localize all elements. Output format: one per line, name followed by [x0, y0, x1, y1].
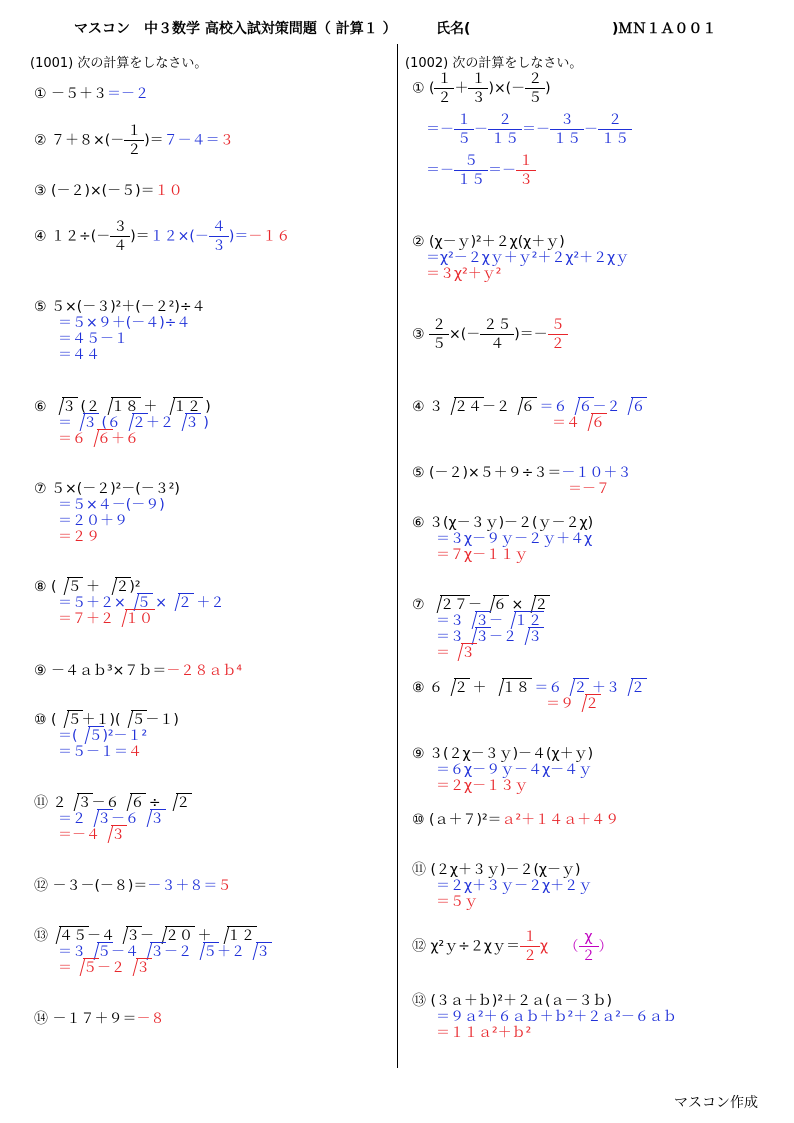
problem-1002-5: ⑤ (－２)×５＋９÷３＝－１０＋３ ＝－７: [412, 465, 632, 497]
answer: $\frac{5}{2}$: [548, 316, 568, 353]
answer: －８: [136, 1011, 165, 1027]
answer: ＝７χ－１１ｙ: [436, 547, 529, 563]
problem-1001-14: ⑭ －１７＋９＝－８: [34, 1011, 165, 1027]
name-label: 氏名(: [436, 21, 471, 37]
answer: －１６: [248, 228, 291, 245]
problem-1002-10: ⑩ (ａ＋７)²＝ａ²＋１４ａ＋４９: [412, 812, 620, 828]
problem-1001-6: ⑥ ３ (２ １８ ＋ １２ ) ＝ ３ (６ ２＋２ ３ ) ＝６ ６＋６: [34, 399, 211, 447]
answer: ＝－２: [107, 86, 150, 102]
worksheet-title: マスコン 中３数学 高校入試対策問題（ 計算１ ）: [74, 21, 397, 37]
answer: $\frac{1}{2}$: [520, 928, 540, 965]
answer: ＝６ ６＋６: [58, 431, 139, 447]
answer: ＝－４ ３: [58, 827, 125, 843]
answer: ＝９ ２: [546, 696, 599, 712]
answer: ＝ ５－２ ３: [58, 960, 150, 976]
problem-1002-4: ④ ３ ２４－２ ６ ＝６ ６－２ ６ ＝４ ６: [412, 399, 646, 431]
problem-1002-6: ⑥ ３(χ－３ｙ)－２(ｙ－２χ) ＝３χ－９ｙ－２ｙ＋４χ ＝７χ－１１ｙ: [412, 515, 594, 563]
problem-1001-11: ⑪ ２ ３－６ ６ ÷ ２ ＝２ ３－６ ３ ＝－４ ３: [34, 795, 191, 843]
problem-1001-10: ⑩ ( ５＋１)( ５－１) ＝( ５)²－１² ＝５－１＝４: [34, 712, 179, 760]
column-divider: [397, 44, 398, 1068]
problem-1002-11: ⑪ (２χ＋３ｙ)－２(χ－ｙ) ＝２χ＋３ｙ－２χ＋２ｙ ＝５ｙ: [412, 862, 593, 910]
answer: ＝５ｙ: [436, 894, 478, 910]
problem-1001-7: ⑦ ５×(－２)²－(－３²) ＝５×４－(－９) ＝２０＋９ ＝２９: [34, 481, 180, 545]
answer: ５: [217, 878, 232, 894]
footer-credit: マスコン作成: [674, 1095, 758, 1111]
answer: ＝７＋２ １０: [58, 611, 153, 627]
answer: －２８ａｂ⁴: [166, 663, 242, 679]
problem-1002-8: ⑧ ６ ２ ＋ １８ ＝６ ２ ＋３ ２ ＝９ ２: [412, 680, 645, 712]
answer: $\frac{1}{3}$: [516, 152, 536, 189]
problem-1001-1: ① －５＋３＝－２: [34, 86, 150, 102]
problem-1001-3: ③ (－２)×(－５)＝１０: [34, 183, 183, 199]
problem-1002-7: ⑦ ２７－ ６ × ２ ＝３ ３－ １２ ＝３ ３－２ ３ ＝ ３: [412, 597, 549, 661]
answer: ＝４４: [58, 347, 100, 363]
answer: ＝２χ－１３ｙ: [436, 778, 529, 794]
alternate-answer: （ $\frac{\chi}{2}$ ）: [564, 929, 613, 964]
problem-1002-1: ① ( $\frac{1}{2}$ ＋ $\frac{1}{3}$ )×(－ $\frac{2}{5}$ ) ＝－ $\frac{1}{5}$ － $\frac{2}{15}$ ＝－ $\frac{3}{15}$ － $\frac{2}{15}$ ＝－ $\frac{5}{15}$ ＝－ $\frac{1}{3}$: [412, 70, 632, 189]
problem-1002-9: ⑨ ３(２χ－３ｙ)－４(χ＋ｙ) ＝６χ－９ｙ－４χ－４ｙ ＝２χ－１３ｙ: [412, 746, 594, 794]
answer: １０: [154, 183, 183, 199]
answer: ＝－７: [568, 481, 610, 497]
answer: ＝２９: [58, 529, 100, 545]
problem-1001-9: ⑨ －４ａｂ³×７ｂ＝－２８ａｂ⁴: [34, 663, 242, 679]
problem-1001-5: ⑤ ５×(－３)²＋(－２²)÷４ ＝５×９＋(－４)÷４ ＝４５－１ ＝４４: [34, 299, 206, 363]
answer: ＝１１ａ²＋ｂ²: [436, 1025, 532, 1041]
problem-1002-2: ② (χ－ｙ)²＋２χ(χ＋ｙ) ＝χ²－２χｙ＋ｙ²＋２χ²＋２χｙ ＝３χ²＋ｙ²: [412, 234, 630, 282]
problem-1002-3: ③ $\frac{2}{5}$ ×(－ $\frac{25}{4}$ )＝－ $\frac{5}{2}$: [412, 316, 568, 353]
problem-1001-2: ② ７＋８×(－ $\frac{1}{2}$ )＝７－４＝３: [34, 123, 234, 158]
answer: ＝ ３: [436, 645, 475, 661]
left-section-heading: (1001) 次の計算をしなさい。: [30, 56, 208, 71]
problem-1001-8: ⑧ ( ５ ＋ ２)² ＝５＋２× ５ × ２ ＋２ ＝７＋２ １０: [34, 579, 225, 627]
right-section-heading: (1002) 次の計算をしなさい。: [405, 56, 583, 71]
problem-1002-13: ⑬ (３ａ＋ｂ)²＋２ａ(ａ－３ｂ) ＝９ａ²＋６ａｂ＋ｂ²＋２ａ²－６ａｂ ＝１１ａ²＋ｂ²: [412, 993, 677, 1041]
problem-1002-12: ⑫ χ²ｙ÷２χｙ＝ $\frac{1}{2}$ χ （ $\frac{\chi}{2}$ ）: [412, 929, 613, 964]
answer: ３: [219, 132, 234, 149]
answer: ＝４ ６: [552, 415, 605, 431]
answer: ａ²＋１４ａ＋４９: [501, 812, 620, 828]
problem-1001-12: ⑫ －３－(－８)＝－３＋８＝５: [34, 878, 232, 894]
answer: ＝３χ²＋ｙ²: [426, 266, 502, 282]
problem-1001-4: ④ １２÷(－ $\frac{3}{4}$ )＝１２×(－ $\frac{4}{3}$ )＝－１６: [34, 219, 291, 254]
problem-1001-13: ⑬ ４５－４ ３－ ２０ ＋ １２ ＝３ ５－４ ３－２ ５＋２ ３ ＝ ５－２ ３: [34, 928, 270, 976]
answer: ４: [128, 744, 142, 760]
worksheet-code: )ＭＮ１Ａ００１: [612, 21, 717, 37]
